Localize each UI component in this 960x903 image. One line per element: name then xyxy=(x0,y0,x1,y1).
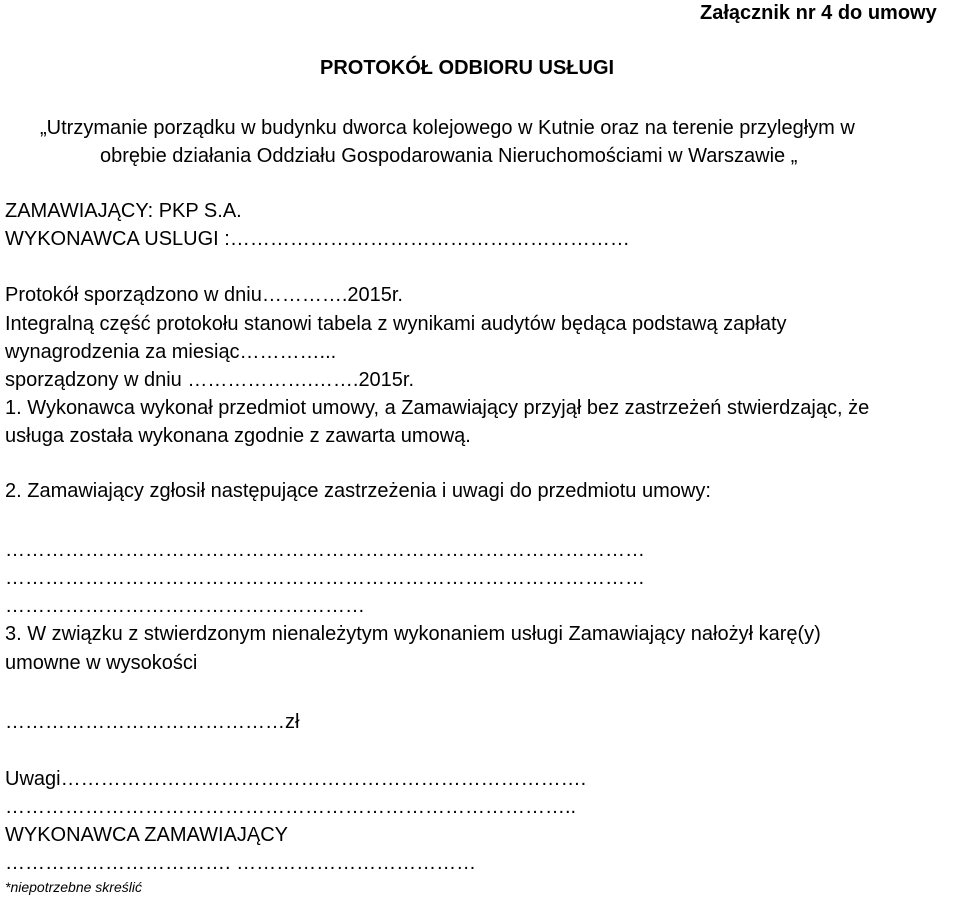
contractor-line: WYKONAWCA USLUGI :…………………………………………………… xyxy=(5,228,630,250)
contracting-authority: ZAMAWIAJĄCY: PKP S.A. xyxy=(5,200,242,222)
attachment-label: Załącznik nr 4 do umowy xyxy=(700,2,937,24)
remarks-continuation: ………………………………………………………………………….. xyxy=(5,796,577,818)
signature-lines: ……………………………. ……………………………… xyxy=(5,852,477,874)
section-2-blank-line-2: …………………………………………………………………………………… xyxy=(5,567,645,589)
audit-table-line-2: wynagrodzenia za miesiąc…………... xyxy=(5,341,337,363)
section-3-line-2: umowne w wysokości xyxy=(5,652,198,674)
service-description-line-1: „Utrzymanie porządku w budynku dworca kolejowego w Kutnie oraz na terenie przyległym w xyxy=(40,117,855,139)
section-1-line-1: 1. Wykonawca wykonał przedmiot umowy, a Zamawiający przyjął bez zastrzeżeń stwierdzając, że xyxy=(5,397,870,419)
document-title: PROTOKÓŁ ODBIORU USŁUGI xyxy=(320,57,615,79)
remarks-line: Uwagi……………………………………………………………………. xyxy=(5,768,587,790)
section-1-line-2: usługa została wykonana zgodnie z zawarta umową. xyxy=(5,425,471,447)
section-2-blank-line-1: …………………………………………………………………………………… xyxy=(5,539,645,561)
service-description-line-2: obrębie działania Oddziału Gospodarowania Nieruchomościami w Warszawie „ xyxy=(100,145,798,167)
audit-table-line-3: sporządzony w dniu ……………….…….2015r. xyxy=(5,369,415,391)
section-2-heading: 2. Zamawiający zgłosił następujące zastrzeżenia i uwagi do przedmiotu umowy: xyxy=(5,480,711,502)
signature-labels: WYKONAWCA ZAMAWIAJĄCY xyxy=(5,824,288,846)
section-3-line-1: 3. W związku z stwierdzonym nienależytym wykonaniem usługi Zamawiający nałożył karę(y) xyxy=(5,623,821,645)
penalty-amount-line: ……………………………………zł xyxy=(5,711,300,733)
section-2-blank-line-3: ……………………………………………… xyxy=(5,595,365,617)
audit-table-line-1: Integralną część protokołu stanowi tabela z wynikami audytów będąca podstawą zapłaty xyxy=(5,313,787,335)
protocol-date-line: Protokół sporządzono w dniu………….2015r. xyxy=(5,284,403,306)
footnote: *niepotrzebne skreślić xyxy=(5,879,142,895)
